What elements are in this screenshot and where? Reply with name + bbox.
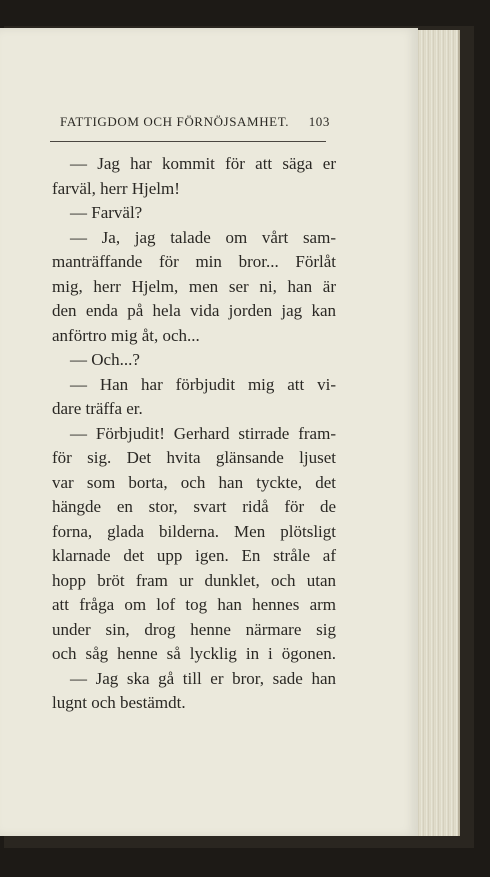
running-head (60, 114, 330, 130)
text-line: — Ja, jag talade om vårt sam- (70, 227, 336, 247)
text-line: hängde en stor, svart ridå för de (52, 497, 336, 516)
page-number: 103 (308, 114, 330, 129)
text-line: forna, glada bilderna. Men plötsligt (52, 521, 336, 541)
text-line: och såg henne så lycklig in i ögonen. (52, 644, 336, 663)
text-line: hopp bröt fram ur dunklet, och utan (52, 570, 336, 590)
text-line: var som borta, och han tyckte, det (52, 472, 336, 492)
text-line: den enda på hela vida jorden jag kan (52, 301, 336, 320)
text-line: — Han har förbjudit mig att vi- (70, 374, 336, 394)
text-line: klarnade det upp igen. En stråle af (52, 546, 336, 565)
text-line: lugnt och bestämdt. (52, 693, 186, 712)
text-line: — Och...? (70, 350, 140, 369)
text-line: — Jag har kommit för att säga er (70, 154, 336, 173)
text-line: — Förbjudit! Gerhard stirrade fram- (70, 423, 336, 443)
text-line: — Jag ska gå till er bror, sade han (70, 668, 336, 688)
text-line: mig, herr Hjelm, men ser ni, han är (52, 276, 336, 296)
text-line: för sig. Det hvita glänsande ljuset (52, 448, 336, 467)
text-line: anförtro mig åt, och... (52, 325, 200, 345)
text-line: farväl, herr Hjelm! (52, 178, 180, 198)
text-line: — Farväl? (70, 203, 143, 222)
header-rule (50, 141, 326, 142)
body-text (52, 152, 336, 716)
text-line: under sin, drog henne närmare sig (52, 619, 336, 639)
text-line: manträffande för min bror... Förlåt (52, 252, 336, 271)
running-head-title: FATTIGDOM OCH FÖRNÖJSAMHET. (60, 114, 290, 129)
text-line: att fråga om lof tog han hennes arm (52, 595, 336, 614)
text-line: dare träffa er. (52, 399, 143, 418)
